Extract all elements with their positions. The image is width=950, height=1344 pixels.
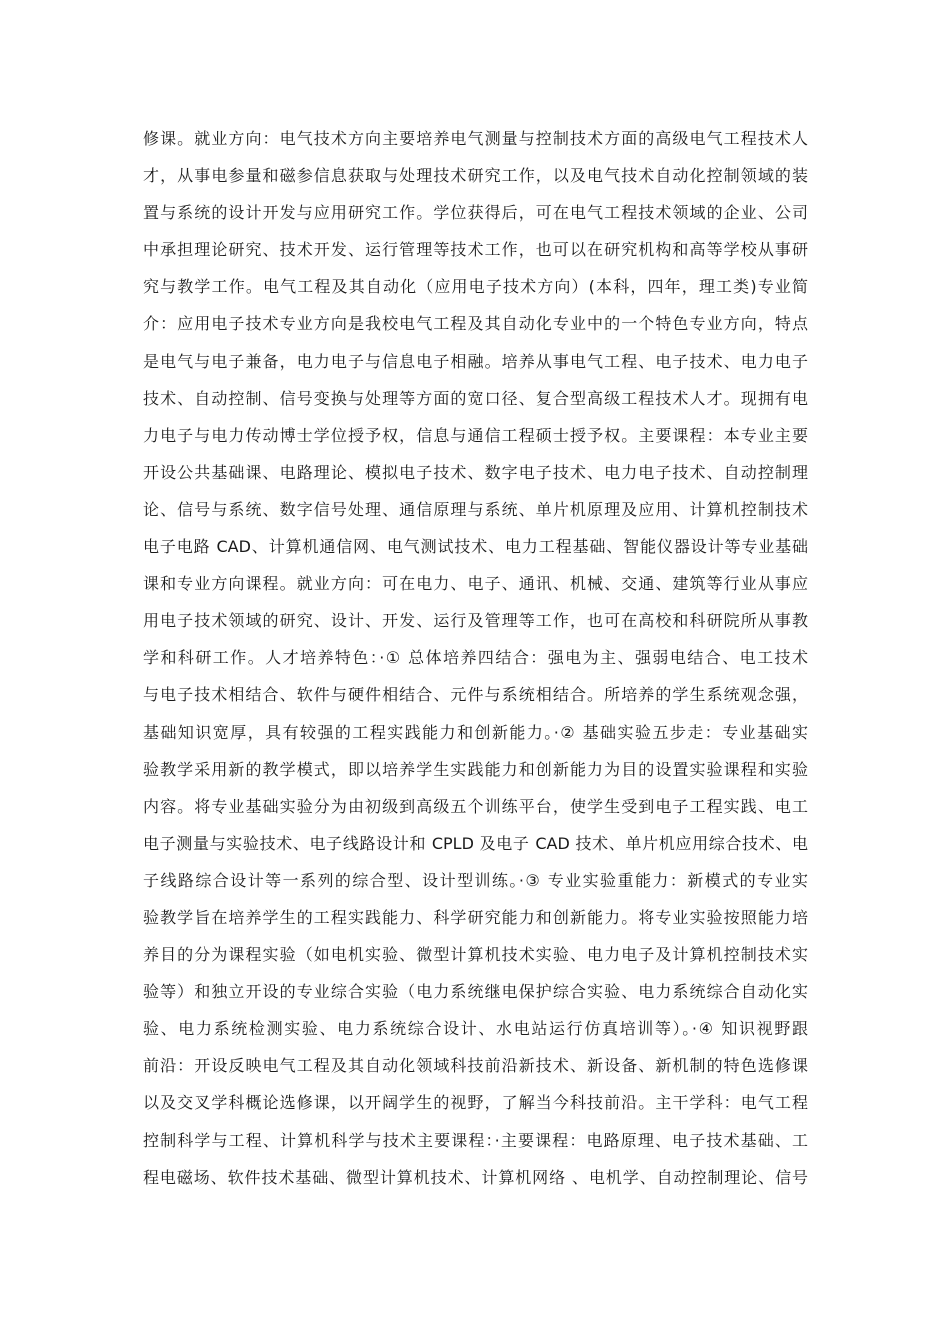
text-line: 论、信号与系统、数字信号处理、通信原理与系统、单片机原理及应用、计算机控制技术 <box>143 499 808 519</box>
text-line: 与电子技术相结合、软件与硬件相结合、元件与系统相结合。所培养的学生系统观念强， <box>143 685 808 705</box>
text-line: 才，从事电参量和磁参信息获取与处理技术研究工作，以及电气技术自动化控制领域的装 <box>143 166 808 186</box>
text-line: 验教学采用新的教学模式，即以培养学生实践能力和创新能力为目的设置实验课程和实验 <box>143 759 808 779</box>
text-line: 验、电力系统检测实验、电力系统综合设计、水电站运行仿真培训等）。·④ 知识视野跟 <box>143 1019 808 1039</box>
text-line: 修课。就业方向：电气技术方向主要培养电气测量与控制技术方面的高级电气工程技术人 <box>143 129 808 148</box>
text-line: 电子测量与实验技术、电子线路设计和 CPLD 及电子 CAD 技术、单片机应用综合技术、电 <box>143 833 808 853</box>
body-text <box>143 120 808 1196</box>
text-line: 究与教学工作。电气工程及其自动化（应用电子技术方向）(本科，四年，理工类)专业简 <box>143 277 808 297</box>
text-line: 电子电路 CAD、计算机通信网、电气测试技术、电力工程基础、智能仪器设计等专业基础 <box>143 537 808 557</box>
text-line: 技术、自动控制、信号变换与处理等方面的宽口径、复合型高级工程技术人才。现拥有电 <box>143 388 808 408</box>
text-line: 控制科学与工程、计算机科学与技术主要课程：·主要课程：电路原理、电子技术基础、工 <box>143 1130 808 1150</box>
text-line: 养目的分为课程实验（如电机实验、微型计算机技术实验、电力电子及计算机控制技术实 <box>143 945 808 965</box>
text-line: 学和科研工作。人才培养特色：·① 总体培养四结合：强电为主、强弱电结合、电工技术 <box>143 648 808 668</box>
text-line: 课和专业方向课程。就业方向：可在电力、电子、通讯、机械、交通、建筑等行业从事应 <box>143 574 808 594</box>
text-line: 力电子与电力传动博士学位授予权，信息与通信工程硕士授予权。主要课程：本专业主要 <box>143 425 808 445</box>
text-line: 是电气与电子兼备，电力电子与信息电子相融。培养从事电气工程、电子技术、电力电子 <box>143 351 808 371</box>
text-line: 验等）和独立开设的专业综合实验（电力系统继电保护综合实验、电力系统综合自动化实 <box>143 982 808 1002</box>
text-line: 内容。将专业基础实验分为由初级到高级五个训练平台，使学生受到电子工程实践、电工 <box>143 796 808 816</box>
text-line: 验教学旨在培养学生的工程实践能力、科学研究能力和创新能力。将专业实验按照能力培 <box>143 907 808 927</box>
text-line: 用电子技术领域的研究、设计、开发、运行及管理等工作，也可在高校和科研院所从事教 <box>143 611 808 631</box>
text-line: 子线路综合设计等一系列的综合型、设计型训练。·③ 专业实验重能力：新模式的专业实 <box>143 870 808 890</box>
text-line: 介：应用电子技术专业方向是我校电气工程及其自动化专业中的一个特色专业方向，特点 <box>143 314 808 334</box>
text-line: 以及交叉学科概论选修课，以开阔学生的视野，了解当今科技前沿。主干学科：电气工程 <box>143 1093 808 1113</box>
text-line: 置与系统的设计开发与应用研究工作。学位获得后，可在电气工程技术领域的企业、公司 <box>143 203 808 223</box>
text-line: 基础知识宽厚，具有较强的工程实践能力和创新能力。·② 基础实验五步走：专业基础实 <box>143 722 808 742</box>
text-line: 开设公共基础课、电路理论、模拟电子技术、数字电子技术、电力电子技术、自动控制理 <box>143 462 808 482</box>
text-line: 中承担理论研究、技术开发、运行管理等技术工作，也可以在研究机构和高等学校从事研 <box>143 240 808 260</box>
text-line: 程电磁场、软件技术基础、微型计算机技术、计算机网络 、电机学、自动控制理论、信号 <box>143 1167 808 1187</box>
text-line: 前沿：开设反映电气工程及其自动化领域科技前沿新技术、新设备、新机制的特色选修课 <box>143 1056 808 1076</box>
